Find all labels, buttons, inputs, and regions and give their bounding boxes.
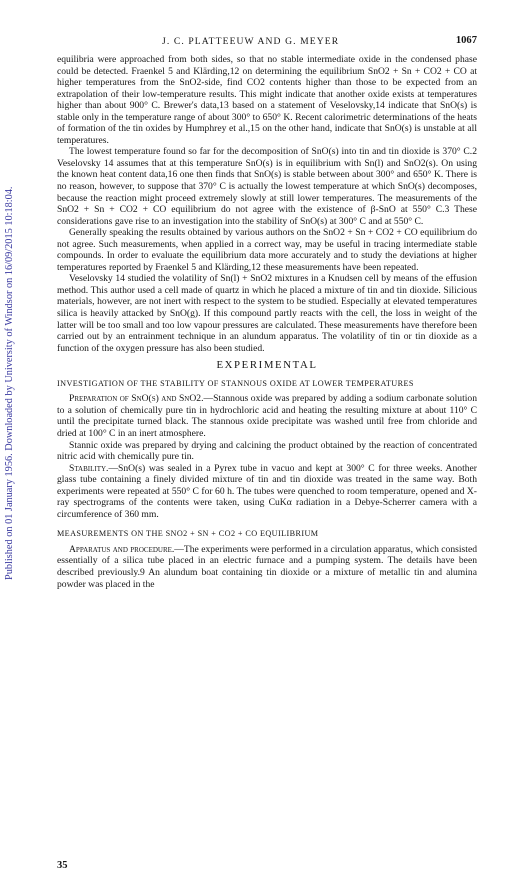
article-body [57, 54, 477, 590]
subsection-heading-stability: INVESTIGATION OF THE STABILITY OF STANNOUS OXIDE AT LOWER TEMPERATURES [57, 378, 414, 388]
paragraph-stannic-oxide: Stannic oxide was prepared by drying and calcining the product obtained by the reaction of concentrated nitric acid with chemically pure tin. [57, 439, 477, 463]
paragraph-2: The lowest temperature found so far for the decomposition of SnO(s) into tin and tin dioxide is 370° C.2 Veselovsky 14 assumes that at this temperature SnO(s) is in equilibrium with Sn(l) and SnO2(s). On using the known heat content data,16 one then finds that SnO(s) is stable between about 300° and 650° K. There is no reason, however, to suppose that 370° C is actually the lowest temperature at which SnO(s) decomposes, because the reaction might proceed extremely slowly at still lower temperatures. The measurements of the SnO2 + Sn + CO2 + CO equilibrium do not agree with the existence of β-SnO at 550° C.3 These considerations gave rise to an investigation into the stability of SnO(s) at 300° C and at 550° C. [57, 146, 477, 227]
publication-note: Published on 01 January 1956. Downloaded by University of Windsor on 16/09/2015 10:18:04. [4, 186, 15, 580]
page-number: 1067 [455, 35, 477, 46]
page-header [57, 36, 477, 50]
paragraph-preparation [57, 393, 477, 439]
paragraph-4: Veselovsky 14 studied the volatility of Sn(l) + SnO2 mixtures in a Knudsen cell by means of the effusion method. This author used a cell made of quartz in which he placed a mixture of tin and tin dioxide. Silicious materials, however, are not inert with respect to the system to be studied. Especially at elevated temperatures silica is heavily attacked by SnO(g). If this compound partly reacts with the cell, the loss in weight of the latter will be too small and too low vapour pressures are calculated. These measurements have therefore been carried out by an entrainment technique in an alundum apparatus. The volatility of tin or tin dioxide as a function of the oxygen pressure has also been studied. [57, 273, 477, 354]
paragraph-apparatus [57, 544, 477, 590]
apparatus-text: —The experiments were performed in a circulation apparatus, which consisted essentially of a silica tube placed in an electric furnace and a pumping system. The details have been described previously.9 An alundum boat containing tin dioxide or a mixture of metallic tin and alumina powder was placed in the [57, 543, 477, 590]
paragraph-3: Generally speaking the results obtained by various authors on the SnO2 + Sn + CO2 + CO equilibrium do not agree. Such measurements, when applied in a correct way, may be useful in tracing intermediate stable compounds. In order to evaluate the equilibrium data more accurately and to study the deviations at higher temperatures reported by Fraenkel 5 and Klärding,12 these measurements have been repeated. [57, 227, 477, 273]
preparation-title: Preparation of SnO(s) and SnO2. [69, 393, 204, 405]
apparatus-title: Apparatus and procedure. [69, 543, 175, 555]
paragraph-1: equilibria were approached from both sides, so that no stable intermediate oxide in the condensed phase could be detected. Fraenkel 5 and Klärding,12 on determining the equilibrium SnO2 + Sn + CO2 + CO at higher temperatures from the SnO2-side, find CO2 contents higher than those to be expected from an extrapolation of their low-temperature results. This might indicate that another oxide exists at temperatures higher than about 900° C. Brewer's data,13 based on a statement of Veselovsky,14 indicate that SnO(s) is stable only in the temperature range of about 300° to 650° K. Recent calorimetric determinations of the heats of formation of the tin oxides by Humphrey et al.,15 on the other hand, indicate that SnO(s) is unstable at all temperatures. [57, 54, 477, 146]
footer-number: 35 [57, 860, 68, 871]
subsection-heading-equilibrium: MEASUREMENTS ON THE SNO2 + SN + CO2 + CO EQUILIBRIUM [57, 529, 319, 539]
stability-title: Stability. [69, 462, 109, 474]
section-heading: EXPERIMENTAL [216, 359, 318, 372]
stability-text: —SnO(s) was sealed in a Pyrex tube in vacuo and kept at 300° C for three weeks. Another glass tube containing a finely divided mixture of tin and tin dioxide was treated in the same way. Both experiments were repeated at 550° C for 60 h. The tubes were quenched to room temperature, opened and X-ray spectrograms of the contents were taken, using CuKα radiation in a Debye-Scherrer camera with a circumference of 360 mm. [57, 462, 477, 520]
paragraph-stability [57, 463, 477, 521]
running-head: J. C. PLATTEEUW AND G. MEYER [162, 36, 340, 47]
publication-sidebar [3, 160, 17, 580]
preparation-text: —Stannous oxide was prepared by adding a sodium carbonate solution to a solution of chemically pure tin in hydrochloric acid and heating the resulting mixture at about 110° C until the precipitate turned black. The stannous oxide precipitate was washed until free from chloride and dried at 100° C in an inert atmosphere. [57, 393, 477, 439]
